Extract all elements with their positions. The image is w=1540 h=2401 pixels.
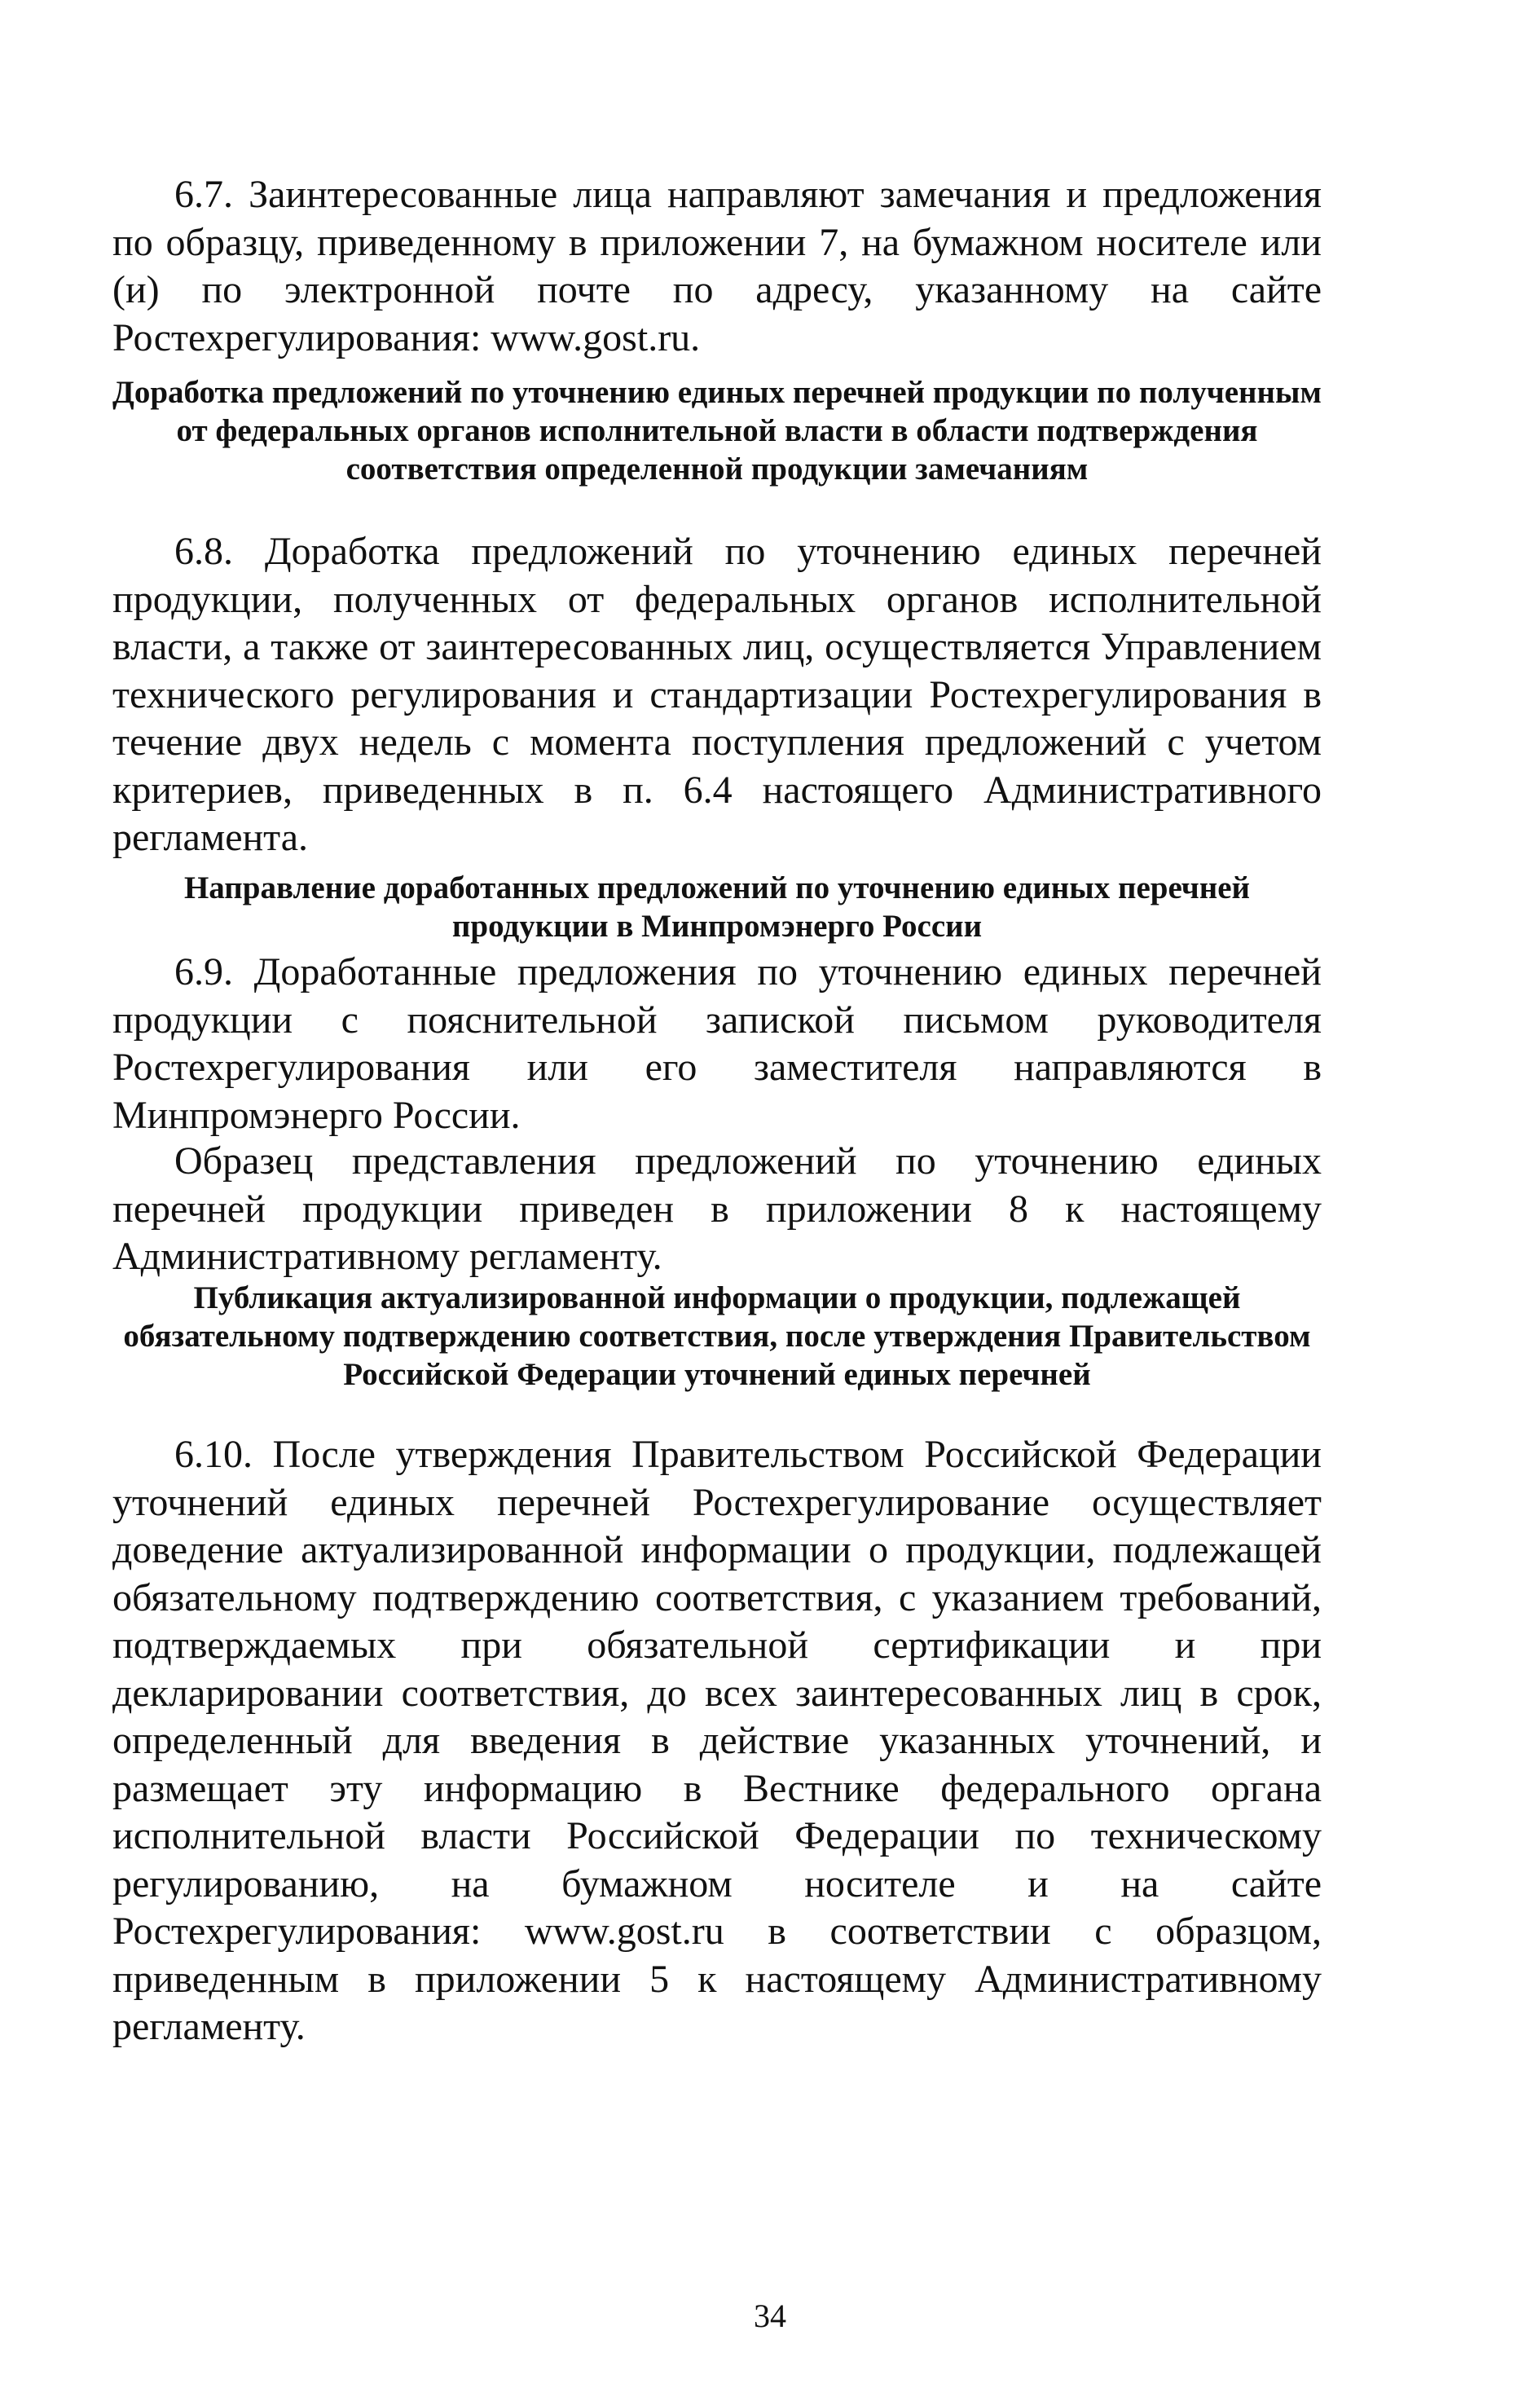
paragraph-6-7: 6.7. Заинтересованные лица направляют замечания и предложения по образцу, приведенному в приложении 7, на бумажном носителе или (и) по электронной почте по адресу, указанному на сайте Ростехрегулирования: www.gost.ru.: [112, 173, 1322, 359]
paragraph-6-9-sample: Образец представления предложений по уточнению единых перечней продукции приведен в приложении 8 к настоящему Административному регламенту.: [112, 1139, 1322, 1278]
paragraph-6-10: 6.10. После утверждения Правительством Российской Федерации уточнений единых перечней Ростехрегулирование осуществляет доведение актуализированной информации о продукции, подлежащей обязательному подтверждению соответствия, с указанием требований, подтверждаемых при обязательной сертификации и при декларировании соответствия, до всех заинтересованных лиц в срок, определенный для введения в действие указанных уточнений, и размещает эту информацию в Вестнике федерального органа исполнительной власти Российской Федерации по техническому регулированию, на бумажном носителе и на сайте Ростехрегулирования: www.gost.ru в соответствии с образцом, приведенным в приложении 5 к настоящему Административному регламенту.: [112, 1433, 1322, 2048]
page-number: 34: [754, 2297, 786, 2334]
section-heading-revision: Доработка предложений по уточнению единых перечней продукции по полученным от федеральных органов исполнительной власти в области подтверждения соответствия определенной продукции замечаниям: [112, 375, 1322, 487]
paragraph-6-9: 6.9. Доработанные предложения по уточнению единых перечней продукции с пояснительной запиской письмом руководителя Ростехрегулирования или его заместителя направляются в Минпромэнерго России.: [112, 950, 1322, 1137]
section-heading-submission: Направление доработанных предложений по уточнению единых перечней продукции в Минпромэнерго России: [183, 870, 1251, 944]
paragraph-6-8: 6.8. Доработка предложений по уточнению единых перечней продукции, полученных от федеральных органов исполнительной власти, а также от заинтересованных лиц, осуществляется Управлением технического регулирования и стандартизации Ростехрегулирования в течение двух недель с момента поступления предложений с учетом критериев, приведенных в п. 6.4 настоящего Административного регламента.: [112, 530, 1322, 859]
section-heading-publication: Публикация актуализированной информации о продукции, подлежащей обязательному подтверждению соответствия, после утверждения Правительством Российской Федерации уточнений единых перечней: [123, 1280, 1311, 1392]
